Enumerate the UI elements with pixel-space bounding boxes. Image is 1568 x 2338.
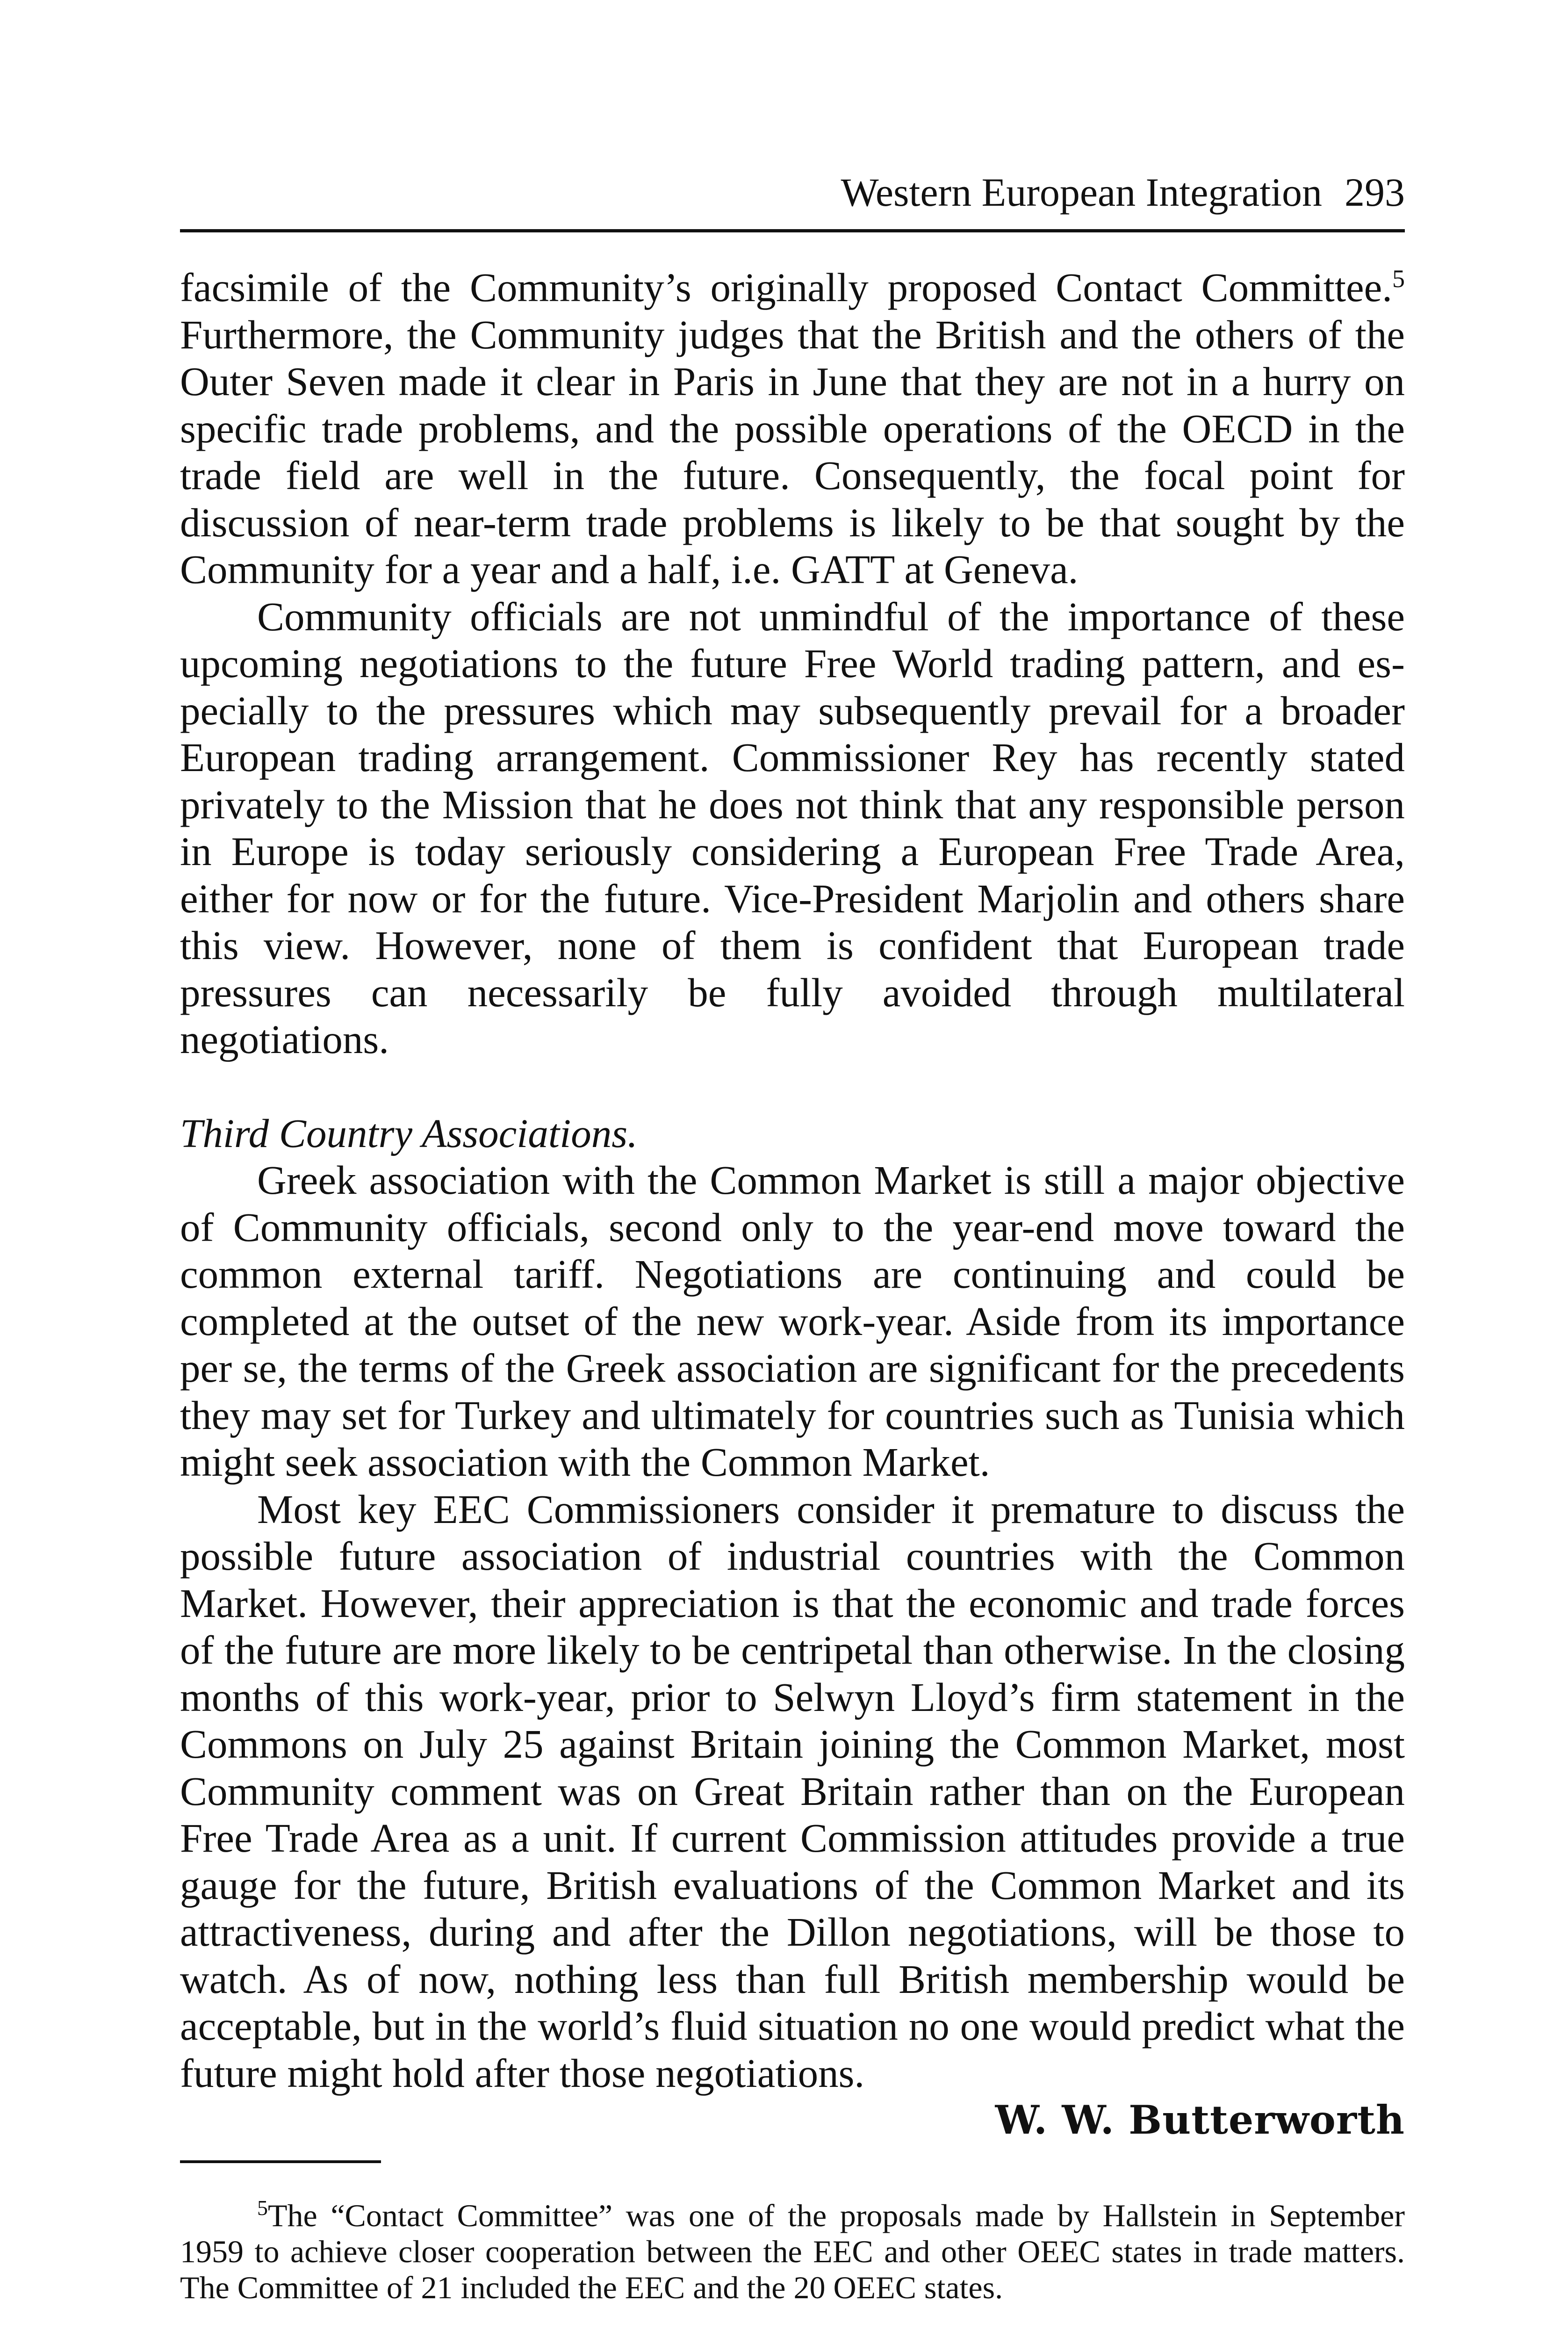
paragraph-1-rest: Furthermore, the Community judges that the British and the others of the Outer Seven made it clear in Paris in June that they are not in a hurry on specific trade problems, and the possible operations of the OECD in the trade field are well in the future. Consequently, the focal point for discussion of near-term trade problems is likely to be that sought by the Community for a year and a half, i.e. GATT at Geneva. (180, 311, 1405, 592)
footnote-text: The “Contact Committee” was one of the proposals made by Hallstein in September 1959 to achieve closer cooperation between the EEC and other OEEC states in trade matters. The Committee of 21 included the EEC and the 20 OEEC states. (180, 2198, 1405, 2305)
section-heading: Third Country Associations. (180, 1110, 638, 1156)
paragraph-4: Most key EEC Commissioners consider it premature to discuss the possible future association of industrial countries with the Common Market. However, their appreciation is that the economic and trade forces of the future are more likely to be centripetal than otherwise. In the closing months of this work-year, prior to Selwyn Lloyd’s firm statement in the Commons on July 25 against Britain joining the Common Market, most Community comment was on Great Britain rather than on the European Free Trade Area as a unit. If current Commission attitudes provide a true gauge for the future, British evaluations of the Common Market and its attractiveness, during and after the Dillon negotiations, will be those to watch. As of now, nothing less than full British membership would be acceptable, but in the world’s fluid situation no one would predict what the future might hold after those negotiations. (180, 1486, 1405, 2096)
paragraph-1 (180, 264, 1405, 593)
running-title: Western European Integration (841, 170, 1322, 215)
footnote-reference: 5 (1392, 265, 1405, 293)
footnote-number: 5 (257, 2196, 268, 2220)
paragraph-2: Community officials are not unmindful of the importance of these upcoming negotiations to the future Free World trading pattern, and especially to the pressures which may subsequently prevail for a broader European trading arrangement. Commissioner Rey has recently stated privately to the Mission that he does not think that any responsible person in Europe is today seriously considering a European Free Trade Area, either for now or for the future. Vice-President Marjolin and others share this view. However, none of them is confident that European trade pressures can necessarily be fully avoided through multilateral negotiations. (180, 593, 1405, 1062)
footnote-rule (180, 2160, 381, 2163)
paragraph-3: Greek association with the Common Market is still a major objective of Community officials, second only to the year-end move toward the common external tariff. Negotiations are continuing and could be completed at the outset of the new work-year. Aside from its importance per se, the terms of the Greek association are significant for the precedents they may set for Turkey and ultimately for countries such as Tunisia which might seek association with the Common Market. (180, 1157, 1405, 1485)
page-number: 293 (1345, 170, 1405, 215)
main-text (180, 264, 1405, 2144)
running-header (180, 166, 1405, 218)
footnote (180, 2198, 1405, 2306)
paragraph-1-start: facsimile of the Community’s originally proposed Contact Committee. (180, 265, 1392, 310)
signature: W. W. Butterworth (995, 2097, 1405, 2143)
header-rule (180, 229, 1405, 232)
